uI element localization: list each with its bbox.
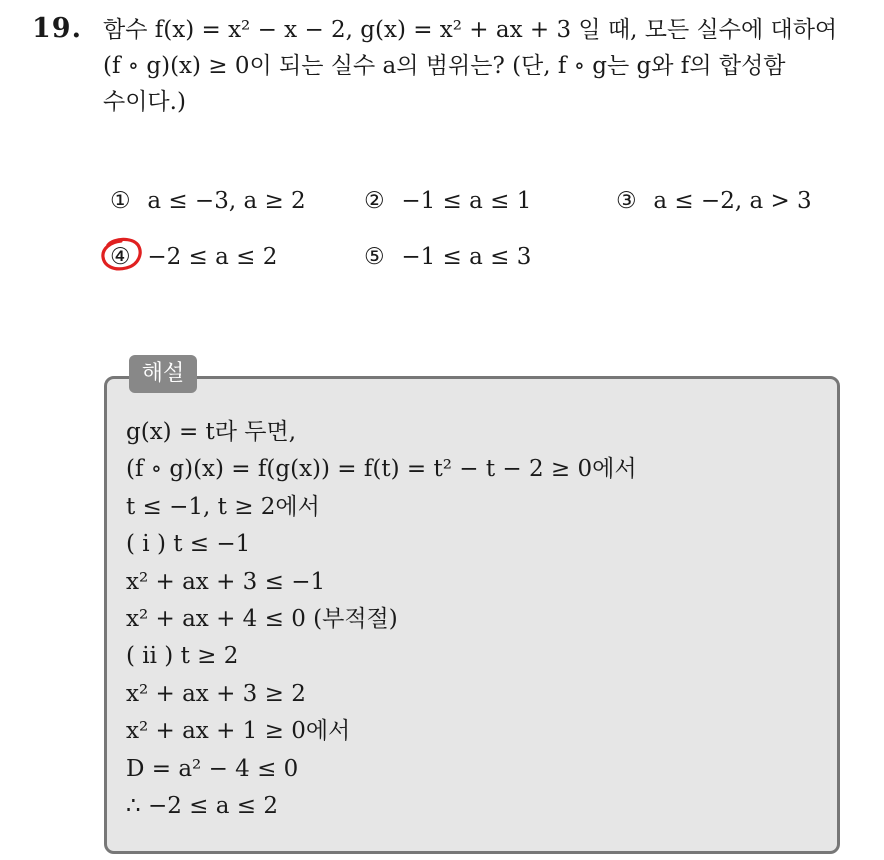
choice-number: ④	[110, 244, 131, 270]
question-line: (f ∘ g)(x) ≥ 0이 되는 실수 a의 범위는? (단, f ∘ g는 g와 f의 합성함	[103, 53, 786, 79]
question-line: 함수 f(x) = x² − x − 2, g(x) = x² + ax + 3 일 때, 모든 실수에 대하여	[103, 17, 838, 43]
solution-content	[126, 414, 637, 825]
solution-line: (f ∘ g)(x) = f(g(x)) = f(t) = t² − t − 2 ≥ 0에서	[126, 456, 637, 483]
solution-line: g(x) = t라 두면,	[126, 419, 297, 445]
solution-line: x² + ax + 3 ≤ −1	[126, 568, 326, 595]
choice-number: ③	[616, 188, 637, 214]
choice-3[interactable]	[616, 186, 812, 216]
solution-line: ( ii ) t ≥ 2	[126, 643, 239, 670]
choice-2[interactable]	[364, 186, 531, 216]
choice-1[interactable]	[110, 186, 306, 216]
choice-text: −2 ≤ a ≤ 2	[147, 244, 278, 270]
choice-4[interactable]	[110, 242, 277, 272]
solution-line: ∴ −2 ≤ a ≤ 2	[126, 792, 278, 819]
choice-number: ②	[364, 188, 385, 214]
choice-text: a ≤ −2, a > 3	[653, 188, 812, 214]
question-text	[103, 12, 873, 120]
choice-text: −1 ≤ a ≤ 3	[401, 244, 532, 270]
solution-line: D = a² − 4 ≤ 0	[126, 755, 299, 782]
question-line: 수이다.)	[103, 89, 186, 115]
choice-number: ①	[110, 188, 131, 214]
solution-line: x² + ax + 3 ≥ 2	[126, 680, 306, 707]
solution-line: x² + ax + 4 ≤ 0 (부적절)	[126, 605, 398, 632]
solution-line: x² + ax + 1 ≥ 0에서	[126, 718, 351, 745]
choice-5[interactable]	[364, 242, 531, 272]
question-number: 19.	[32, 13, 82, 44]
solution-line: ( i ) t ≤ −1	[126, 531, 251, 558]
choice-number: ⑤	[364, 244, 385, 270]
choice-text: a ≤ −3, a ≥ 2	[147, 188, 306, 214]
solution-line: t ≤ −1, t ≥ 2에서	[126, 493, 320, 520]
solution-label: 해설	[129, 355, 197, 393]
choice-text: −1 ≤ a ≤ 1	[401, 188, 532, 214]
